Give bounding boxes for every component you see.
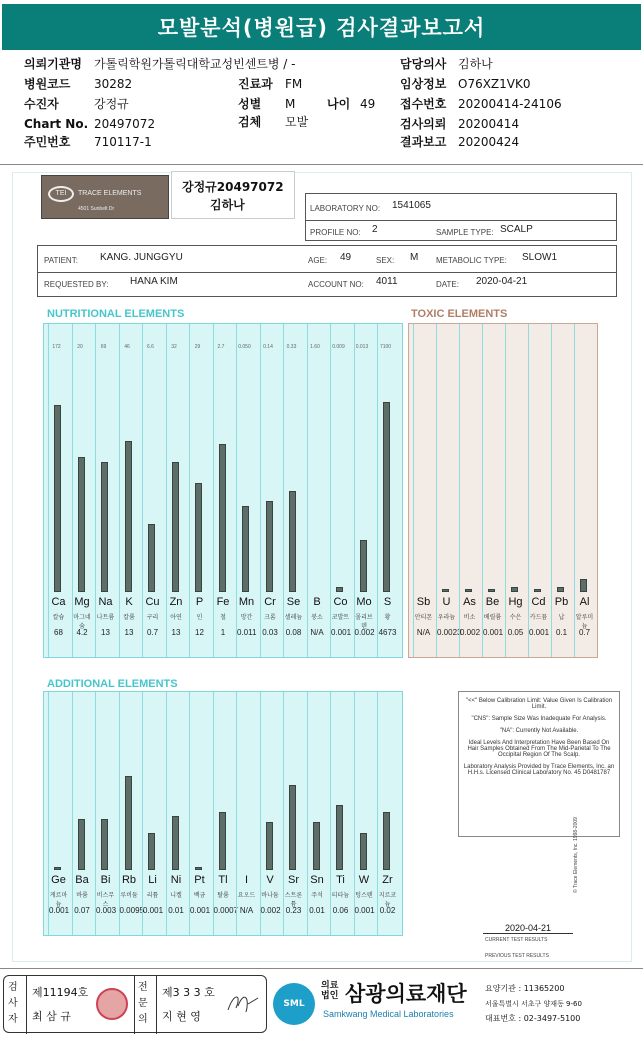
element-korean: 요오드 xyxy=(237,892,256,899)
element-result: 0.001 xyxy=(49,906,70,915)
bar-co xyxy=(336,587,343,592)
scale-label: 7100 xyxy=(379,344,392,350)
element-korean: 셀레늄 xyxy=(284,614,303,621)
lab-no-label: LABORATORY NO: xyxy=(310,204,381,213)
chart-label: Chart No. xyxy=(24,117,89,131)
signature-icon xyxy=(224,988,260,1018)
element-symbol: Bi xyxy=(100,874,111,886)
element-korean: 리튬 xyxy=(146,892,159,899)
profile-label: PROFILE NO: xyxy=(310,228,361,237)
nutritional-title: NUTRITIONAL ELEMENTS xyxy=(47,308,185,320)
lab-report-scan xyxy=(12,172,632,962)
additional-chart xyxy=(43,691,403,936)
sign-date: 2020-04-21 xyxy=(483,923,573,934)
specialist-label: 전문의 xyxy=(138,982,148,1025)
collector-label: 수진자 xyxy=(24,97,59,111)
element-result: 0.002 xyxy=(260,906,281,915)
lab-info-box xyxy=(305,193,617,241)
date-label: DATE: xyxy=(436,280,459,289)
element-result: 0.001 xyxy=(483,628,504,637)
element-korean: 알루미늄 xyxy=(575,614,594,630)
element-result: N/A xyxy=(239,906,254,915)
element-symbol: B xyxy=(313,596,321,608)
element-korean: 게르마늄 xyxy=(49,892,68,908)
element-korean: 스트론튬 xyxy=(284,892,303,908)
chart-column xyxy=(413,324,414,657)
element-result: N/A xyxy=(416,628,431,637)
element-symbol: Pt xyxy=(194,874,205,886)
sml-logo: SML xyxy=(273,983,315,1025)
element-korean: 니켈 xyxy=(170,892,182,899)
specimen-value: 모발 xyxy=(285,115,309,129)
element-symbol: Li xyxy=(148,874,157,886)
sign-sub1: CURRENT TEST RESULTS xyxy=(485,937,548,943)
element-symbol: Mg xyxy=(74,596,90,608)
doctor-label: 담당의사 xyxy=(400,57,447,71)
bar-v xyxy=(266,822,273,870)
legend-line: "<<" Below Calibration Limit: Value Given Is Calibration Limit. xyxy=(465,698,613,710)
bar-sr xyxy=(289,785,296,870)
element-korean: 구리 xyxy=(146,614,159,621)
sample-label: SAMPLE TYPE: xyxy=(436,228,494,237)
chart-column xyxy=(551,324,552,657)
element-symbol: Mo xyxy=(356,596,372,608)
toxic-chart xyxy=(408,323,598,658)
element-result: 0.003 xyxy=(96,906,117,915)
element-symbol: Sn xyxy=(310,874,324,886)
element-result: 4673 xyxy=(378,628,397,637)
bar-pt xyxy=(195,867,202,870)
chart-column xyxy=(377,324,378,657)
idnum-label: 주민번호 xyxy=(24,135,71,149)
element-result: 0.001 xyxy=(354,906,375,915)
scale-label: 172 xyxy=(52,344,61,350)
element-symbol: Cu xyxy=(145,596,160,608)
element-result: 0.01 xyxy=(309,906,325,915)
bar-ca xyxy=(54,405,61,592)
sex-value: M xyxy=(410,252,419,263)
patient-sticker xyxy=(171,171,295,219)
chart-column xyxy=(166,324,167,657)
specimen-label: 검체 xyxy=(238,115,262,129)
element-korean: 납 xyxy=(558,614,565,621)
chart-column xyxy=(95,324,96,657)
element-symbol: V xyxy=(266,874,274,886)
element-result: N/A xyxy=(310,628,324,637)
chart-column xyxy=(72,324,73,657)
element-korean: 붕소 xyxy=(311,614,323,621)
element-korean: 비스무스 xyxy=(96,892,115,908)
element-korean: 몰리브덴 xyxy=(355,614,373,630)
chart-column xyxy=(260,324,261,657)
element-result: 13 xyxy=(101,628,110,637)
element-symbol: Sr xyxy=(288,874,299,886)
bar-mn xyxy=(242,506,249,592)
element-symbol: Tl xyxy=(218,874,228,886)
requested-value: HANA KIM xyxy=(130,276,178,287)
element-korean: 수은 xyxy=(509,614,522,621)
chart-column xyxy=(330,324,331,657)
specialist-no: 제3 3 3 호 xyxy=(162,986,215,999)
org-address: 서울특별시 서초구 양재동 9-60 xyxy=(485,1000,582,1008)
inspector-name: 최 삼 규 xyxy=(32,1010,71,1023)
element-korean: 코발트 xyxy=(331,614,350,621)
org-phone: 대표번호 : 02-3497-5100 xyxy=(485,1014,581,1023)
element-symbol: Se xyxy=(286,596,301,608)
element-result: 0.0095 xyxy=(119,906,144,915)
bar-tl xyxy=(219,812,226,870)
element-result: 12 xyxy=(195,628,204,637)
element-symbol: Fe xyxy=(216,596,230,608)
lab-no: 1541065 xyxy=(392,200,431,211)
specialist-name: 지 현 영 xyxy=(162,1010,201,1023)
org-name: 삼광의료재단 xyxy=(345,982,467,1006)
bar-cu xyxy=(148,524,155,592)
element-result: 0.7 xyxy=(146,628,159,637)
signature-box xyxy=(3,975,267,1033)
element-korean: 마그네슘 xyxy=(73,614,91,630)
bar-li xyxy=(148,833,155,870)
bar-bi xyxy=(101,819,108,870)
element-result: 0.1 xyxy=(555,628,568,637)
footer-divider xyxy=(0,968,643,969)
bar-al xyxy=(580,579,587,592)
scale-label: 29 xyxy=(194,344,201,350)
element-symbol: Rb xyxy=(121,874,137,886)
element-korean: 칼슘 xyxy=(52,614,65,621)
clinical-value: O76XZ1VK0 xyxy=(458,77,531,91)
element-symbol: Sb xyxy=(416,596,431,608)
request-value: 20200414 xyxy=(458,117,520,131)
element-korean: 카드뮴 xyxy=(529,614,548,621)
element-result: 0.08 xyxy=(285,628,302,637)
chart-column xyxy=(236,324,237,657)
result-value: 20200424 xyxy=(458,135,520,149)
bar-ni xyxy=(172,816,179,870)
element-result: 0.7 xyxy=(578,628,591,637)
element-korean: 칼륨 xyxy=(123,614,135,621)
element-result: 0.001 xyxy=(190,906,211,915)
element-symbol: Co xyxy=(333,596,348,608)
chart-value: 20497072 xyxy=(94,117,156,131)
element-result: 0.001 xyxy=(143,906,164,915)
sign-sub2: PREVIOUS TEST RESULTS xyxy=(485,953,549,959)
element-symbol: I xyxy=(244,874,249,886)
chart-column xyxy=(574,324,575,657)
element-korean: 바나듐 xyxy=(261,892,279,899)
element-symbol: Ti xyxy=(336,874,345,886)
bar-cd xyxy=(534,589,541,592)
element-result: 13 xyxy=(171,628,181,637)
bar-fe xyxy=(219,444,226,592)
element-korean: 베릴륨 xyxy=(483,614,502,621)
code-label: 병원코드 xyxy=(24,77,71,91)
org-name-en: Samkwang Medical Laboratories xyxy=(323,1009,454,1019)
legend-line: "CNS": Sample Size Was Inadequate For Analysis. xyxy=(471,716,607,722)
dept-value: FM xyxy=(285,77,303,91)
report-title: 모발분석(병원급) 검사결과보고서 xyxy=(2,4,641,50)
bar-w xyxy=(360,833,367,870)
element-symbol: Hg xyxy=(508,596,523,608)
element-symbol: Na xyxy=(98,596,113,608)
chart-column xyxy=(482,324,483,657)
chart-column xyxy=(189,324,190,657)
element-korean: 탈륨 xyxy=(217,892,229,899)
element-korean: 텅스텐 xyxy=(355,892,373,899)
collector-value: 강정규 xyxy=(94,97,129,111)
element-korean: 황 xyxy=(384,614,391,621)
element-korean: 철 xyxy=(220,614,226,621)
element-symbol: As xyxy=(463,596,476,608)
scale-label: 1.60 xyxy=(310,344,320,350)
element-result: 4.2 xyxy=(76,628,88,637)
additional-title: ADDITIONAL ELEMENTS xyxy=(47,678,178,690)
element-korean: 비소 xyxy=(463,614,476,621)
requested-label: REQUESTED BY: xyxy=(44,280,109,289)
element-korean: 아연 xyxy=(170,614,182,621)
scale-label: 69 xyxy=(100,344,107,350)
element-symbol: P xyxy=(195,596,204,608)
receipt-value: 20200414-24106 xyxy=(458,97,562,111)
footer xyxy=(3,975,640,1036)
chart-column xyxy=(459,324,460,657)
bar-na xyxy=(101,462,108,592)
element-symbol: W xyxy=(358,874,370,886)
element-result: 0.23 xyxy=(285,906,302,915)
sticker-id: 강정규20497072 xyxy=(182,180,284,194)
bar-s xyxy=(383,402,390,592)
dept-label: 진료과 xyxy=(238,77,273,91)
age-label: AGE: xyxy=(308,256,328,265)
element-korean: 백금 xyxy=(193,892,206,899)
element-symbol: Ni xyxy=(170,874,182,886)
institution-label: 의뢰기관명 xyxy=(24,57,82,71)
element-korean: 우라늄 xyxy=(437,614,456,621)
element-symbol: S xyxy=(383,596,392,608)
metabolic-value: SLOW1 xyxy=(522,252,558,263)
receipt-label: 접수번호 xyxy=(400,97,447,111)
age-value: 49 xyxy=(360,97,376,111)
sample-type: SCALP xyxy=(500,224,533,235)
sticker-name: 김하나 xyxy=(210,198,245,212)
bar-pb xyxy=(557,587,564,592)
element-symbol: U xyxy=(442,596,451,608)
scale-label: 0.050 xyxy=(238,344,251,350)
seal-icon xyxy=(96,988,128,1020)
element-korean: 망간 xyxy=(240,614,253,621)
bar-ba xyxy=(78,819,85,870)
element-korean: 크롬 xyxy=(264,614,276,621)
request-label: 검사의뢰 xyxy=(400,117,447,131)
sex-value: M xyxy=(285,97,296,111)
scale-label: 32 xyxy=(171,344,177,350)
element-korean: 나트륨 xyxy=(96,614,115,621)
chart-column xyxy=(119,324,120,657)
bar-as xyxy=(465,589,472,592)
element-symbol: Al xyxy=(579,596,590,608)
scale-label: 0.013 xyxy=(355,344,369,350)
bar-ge xyxy=(54,867,61,870)
copyright: © Trace Elements, Inc. 1998-2009 xyxy=(573,817,579,893)
scale-label: 20 xyxy=(77,344,83,350)
profile-no: 2 xyxy=(372,224,378,235)
element-result: 0.06 xyxy=(332,906,349,915)
account-value: 4011 xyxy=(376,276,398,287)
element-symbol: Zr xyxy=(382,874,393,886)
element-symbol: K xyxy=(125,596,133,608)
doctor-value: 김하나 xyxy=(458,57,493,71)
org-prefix: 의료법인 xyxy=(321,981,339,1001)
legend-line: Ideal Levels And Interpretation Have Been Based On Hair Samples Obtained From The Mid-Parietal To The Occipital Region Of The Scalp. xyxy=(467,740,611,758)
scale-label: 0.14 xyxy=(263,344,273,350)
element-korean: 인 xyxy=(196,614,203,621)
bar-se xyxy=(289,491,296,592)
chart-column xyxy=(307,324,308,657)
idnum-value: 710117-1 xyxy=(94,135,152,149)
scale-label: 0.009 xyxy=(332,344,345,350)
bar-mg xyxy=(78,457,85,592)
toxic-title: TOXIC ELEMENTS xyxy=(411,308,508,320)
divider xyxy=(0,164,643,165)
element-korean: 바륨 xyxy=(76,892,88,899)
sex-label: SEX: xyxy=(376,256,395,265)
scale-label: 6.6 xyxy=(147,344,154,350)
age-value: 49 xyxy=(340,252,352,263)
trace-elements-logo: TEI TRACE ELEMENTS 4501 Sunbelt Dr xyxy=(41,175,169,219)
element-result: 0.011 xyxy=(237,628,257,637)
element-korean: 주석 xyxy=(311,892,323,899)
element-result: 0.0007 xyxy=(213,906,238,915)
date-value: 2020-04-21 xyxy=(476,276,528,287)
legend-box xyxy=(458,691,620,837)
element-symbol: Ba xyxy=(75,874,89,886)
element-result: 0.0023 xyxy=(437,628,462,637)
chart-column xyxy=(354,324,355,657)
bar-ti xyxy=(336,805,343,870)
element-result: 0.02 xyxy=(379,906,396,915)
legend-line: "NA": Currently Not Available. xyxy=(499,728,579,734)
institution-value: 가톨릭학원가톨릭대학교성빈센트병 / - xyxy=(94,57,296,71)
chart-column xyxy=(48,324,49,657)
bar-p xyxy=(195,483,202,592)
chart-column xyxy=(213,324,214,657)
inspector-label: 검사자 xyxy=(8,982,18,1025)
bar-zr xyxy=(383,812,390,870)
bar-cr xyxy=(266,501,273,592)
patient-box xyxy=(37,245,617,297)
bar-hg xyxy=(511,587,518,592)
element-symbol: Ca xyxy=(51,596,66,608)
element-result: 0.07 xyxy=(74,906,90,915)
element-korean: 지르코늄 xyxy=(378,892,397,908)
logo-text: TRACE ELEMENTS xyxy=(78,190,142,197)
element-symbol: Be xyxy=(485,596,500,608)
bar-sn xyxy=(313,822,320,870)
element-symbol: Zn xyxy=(169,596,183,608)
element-symbol: Cr xyxy=(264,596,276,608)
element-result: 1 xyxy=(220,628,226,637)
bar-u xyxy=(442,589,449,592)
result-label: 결과보고 xyxy=(400,135,447,149)
element-result: 0.002 xyxy=(354,628,375,637)
metabolic-label: METABOLIC TYPE: xyxy=(436,256,507,265)
age-label: 나이 xyxy=(327,97,351,111)
element-symbol: Pb xyxy=(554,596,569,608)
element-result: 0.01 xyxy=(168,906,184,915)
chart-column xyxy=(528,324,529,657)
logo-address: 4501 Sunbelt Dr xyxy=(78,206,115,212)
chart-column xyxy=(283,324,284,657)
inspector-no: 제11194호 xyxy=(32,986,89,999)
scale-label: 0.33 xyxy=(286,344,297,350)
element-symbol: Ge xyxy=(51,874,66,886)
element-result: 0.001 xyxy=(331,628,352,637)
element-result: 0.03 xyxy=(262,628,278,637)
scale-label: 46 xyxy=(124,344,130,350)
org-code: 요양기관 : 11365200 xyxy=(485,984,565,993)
element-symbol: Mn xyxy=(238,596,255,608)
bar-be xyxy=(488,589,495,592)
account-label: ACCOUNT NO: xyxy=(308,280,364,289)
patient-name: KANG. JUNGGYU xyxy=(100,252,183,263)
chart-column xyxy=(142,324,143,657)
element-result: 0.002 xyxy=(460,628,481,637)
bar-mo xyxy=(360,540,367,592)
element-korean: 루비듐 xyxy=(120,892,138,899)
bar-k xyxy=(125,441,132,592)
element-result: 0.001 xyxy=(529,628,550,637)
bar-rb xyxy=(125,776,132,870)
sex-label: 성별 xyxy=(238,97,262,111)
patient-label: PATIENT: xyxy=(44,256,78,265)
element-result: 68 xyxy=(54,628,63,637)
scale-label: 2.7 xyxy=(217,344,225,350)
bar-zn xyxy=(172,462,179,592)
nutritional-chart xyxy=(43,323,403,658)
element-result: 13 xyxy=(124,628,134,637)
clinical-label: 임상정보 xyxy=(400,77,447,91)
code-value: 30282 xyxy=(94,77,133,91)
element-korean: 티타늄 xyxy=(331,892,350,899)
element-korean: 안티몬 xyxy=(414,614,433,621)
chart-column xyxy=(436,324,437,657)
element-symbol: Cd xyxy=(531,596,546,608)
element-result: 0.05 xyxy=(507,628,524,637)
legend-line: Laboratory Analysis Provided by Trace Elements, Inc. an H.H.s. Licensed Clinical Laboratory No. 45 D0481787 xyxy=(463,764,615,776)
chart-column xyxy=(505,324,506,657)
